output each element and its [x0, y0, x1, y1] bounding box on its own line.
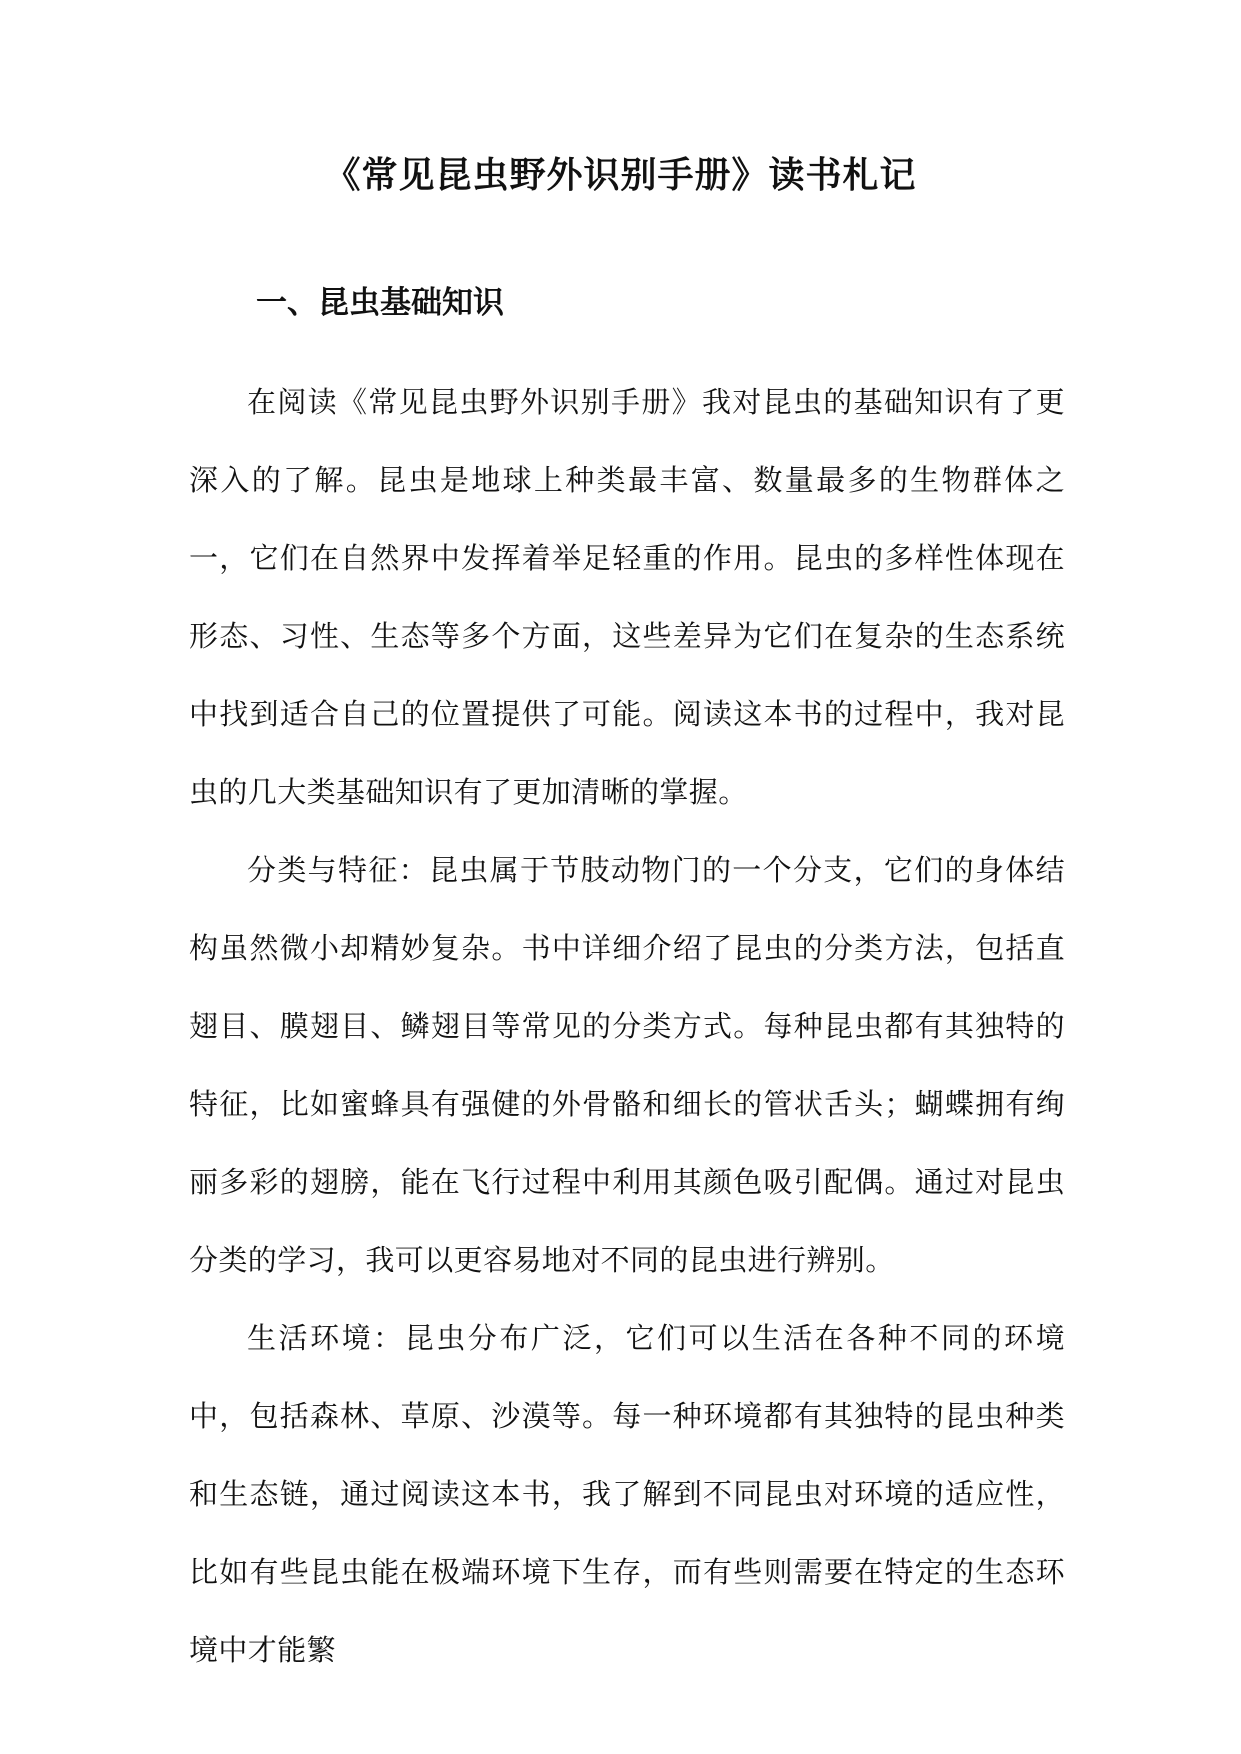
paragraph-habitat: 生活环境：昆虫分布广泛，它们可以生活在各种不同的环境中，包括森林、草原、沙漠等。每一种环境都有其独特的昆虫种类和生态链，通过阅读这本书，我了解到不同昆虫对环境的适应性，比如有些昆虫能在极端环境下生存，而有些则需要在特定的生态环境中才能繁 — [189, 1321, 1065, 1667]
document-title: 《常见昆虫野外识别手册》读书札记 — [324, 154, 917, 196]
paragraph-classification: 分类与特征：昆虫属于节肢动物门的一个分支，它们的身体结构虽然微小却精妙复杂。书中详细介绍了昆虫的分类方法，包括直翅目、膜翅目、鳞翅目等常见的分类方式。每种昆虫都有其独特的特征，比如蜜蜂具有强健的外骨骼和细长的管状舌头；蝴蝶拥有绚丽多彩的翅膀，能在飞行过程中利用其颜色吸引配偶。通过对昆虫分类的学习，我可以更容易地对不同的昆虫进行辨别。 — [189, 853, 1065, 1277]
paragraph-intro: 在阅读《常见昆虫野外识别手册》我对昆虫的基础知识有了更深入的了解。昆虫是地球上种类最丰富、数量最多的生物群体之一，它们在自然界中发挥着举足轻重的作用。昆虫的多样性体现在形态、习性、生态等多个方面，这些差异为它们在复杂的生态系统中找到适合自己的位置提供了可能。阅读这本书的过程中，我对昆虫的几大类基础知识有了更加清晰的掌握。 — [189, 385, 1065, 809]
document-body — [189, 363, 1065, 1689]
section-heading: 一、昆虫基础知识 — [256, 285, 504, 321]
